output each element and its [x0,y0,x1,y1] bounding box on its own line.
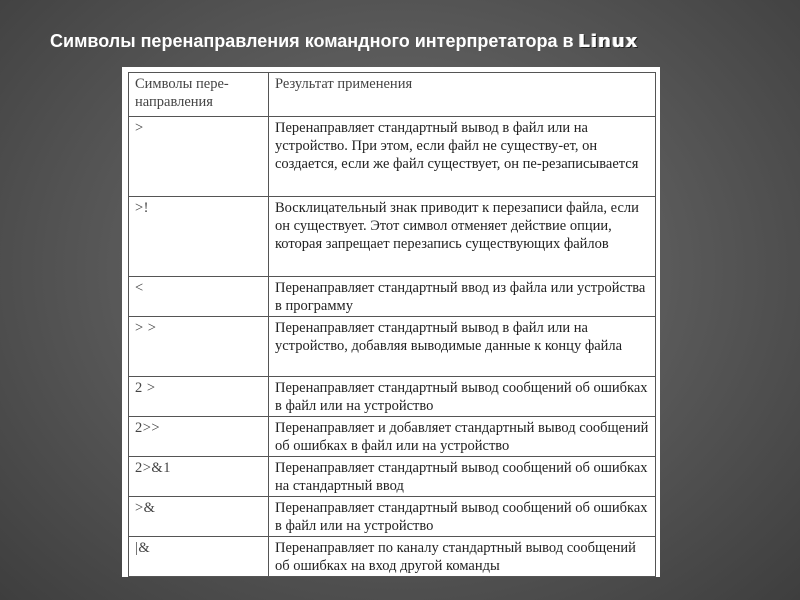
title-text: Символы перенаправления командного интерпретатора в [50,31,574,51]
symbol-cell: 2 > [129,377,269,417]
symbol-cell: 2>> [129,417,269,457]
table-row [129,417,656,457]
result-cell: Перенаправляет стандартный вывод в файл или на устройство, добавляя выводимые данные к концу файла [269,317,656,377]
table-row [129,537,656,577]
result-cell: Перенаправляет и добавляет стандартный вывод сообщений об ошибках в файл или на устройство [269,417,656,457]
table-row [129,497,656,537]
table-header-row [129,73,656,117]
result-cell: Перенаправляет стандартный ввод из файла или устройства в программу [269,277,656,317]
table-row [129,277,656,317]
result-cell: Перенаправляет стандартный вывод в файл или на устройство. При этом, если файл не существу-ет, он создается, если же файл существует, он пе-резаписывается [269,117,656,197]
table-image-frame [122,67,660,577]
table-row [129,317,656,377]
symbol-cell: 2>&1 [129,457,269,497]
table-row [129,457,656,497]
result-cell: Перенаправляет стандартный вывод сообщений об ошибках в файл или на устройство [269,377,656,417]
result-cell: Перенаправляет стандартный вывод сообщений об ошибках на стандартный ввод [269,457,656,497]
redirection-table [128,72,656,577]
slide-title [50,30,770,53]
result-cell: Восклицательный знак приводит к перезаписи файла, если он существует. Этот символ отменяет действие опции, которая запрещает перезапись существующих файлов [269,197,656,277]
title-linux: Linux [578,31,639,52]
result-cell: Перенаправляет стандартный вывод сообщений об ошибках в файл или на устройство [269,497,656,537]
header-symbols: Символы пере- направления [129,73,269,117]
symbol-cell: < [129,277,269,317]
header-result: Результат применения [269,73,656,117]
result-cell: Перенаправляет по каналу стандартный вывод сообщений об ошибках на вход другой команды [269,537,656,577]
table-row [129,197,656,277]
symbol-cell: |& [129,537,269,577]
symbol-cell: > [129,117,269,197]
table-row [129,117,656,197]
table-row [129,377,656,417]
symbol-cell: >! [129,197,269,277]
symbol-cell: > > [129,317,269,377]
symbol-cell: >& [129,497,269,537]
